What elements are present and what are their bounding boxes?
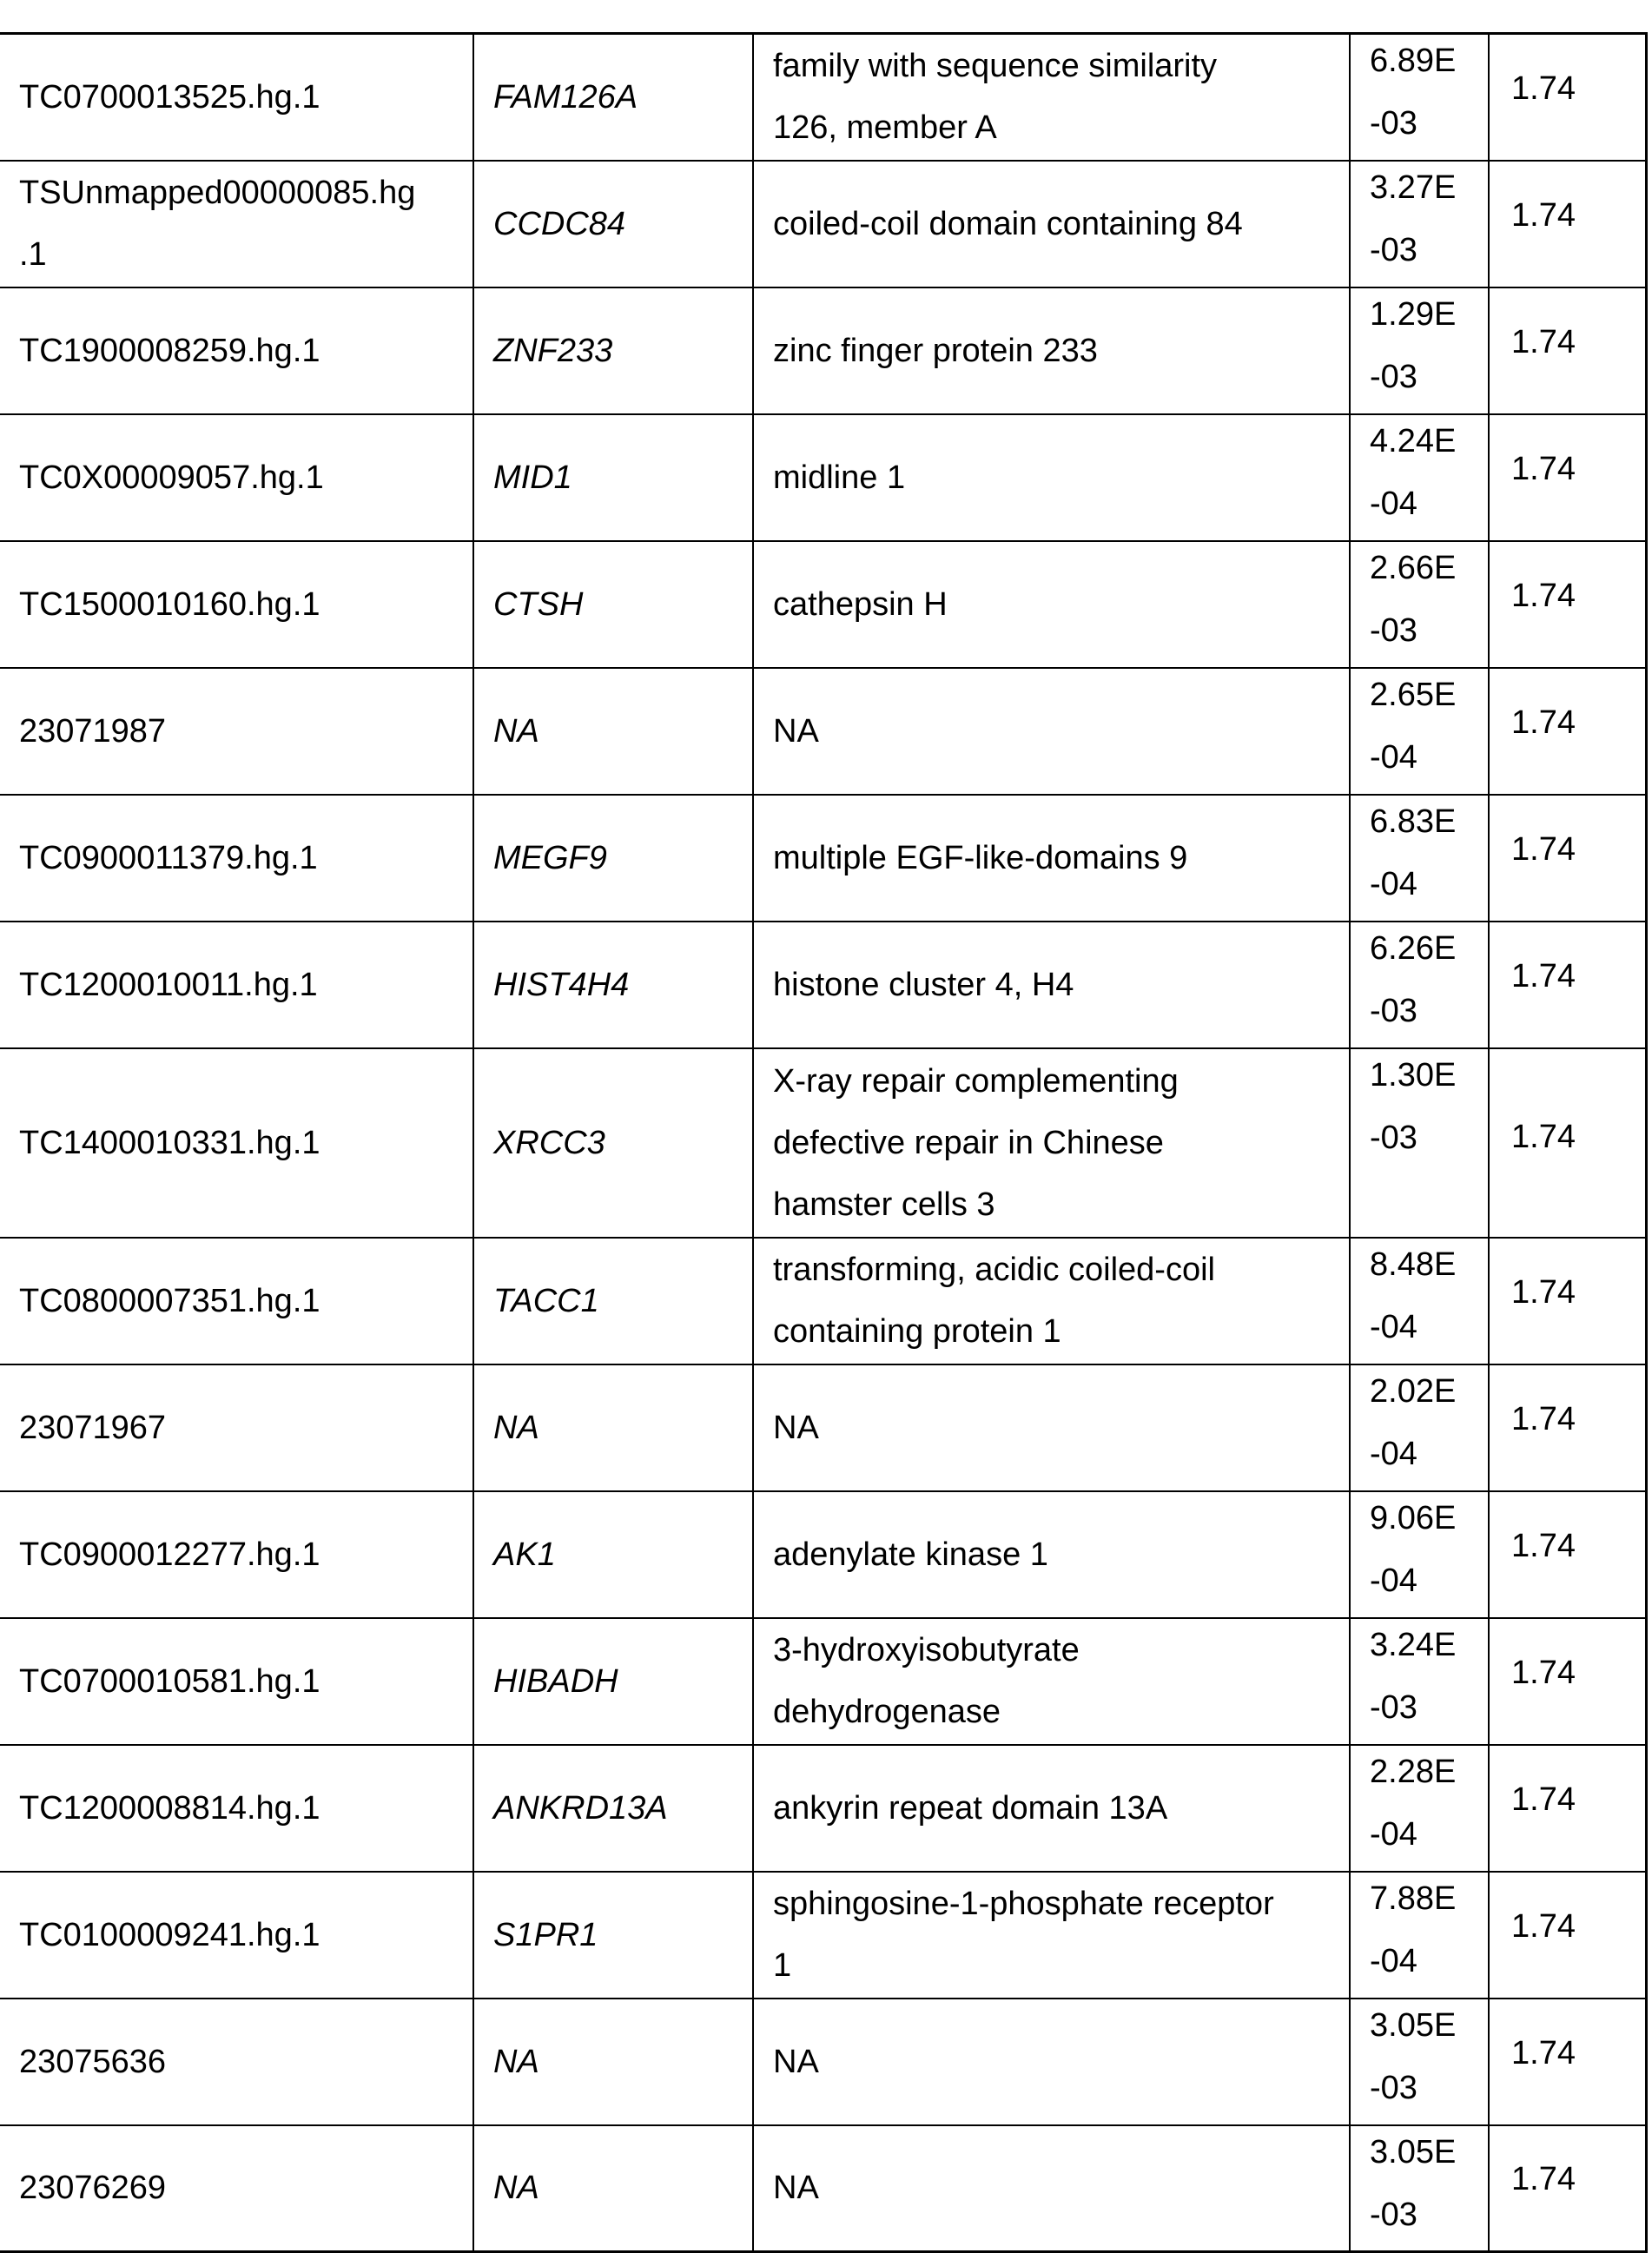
gene-symbol: HIBADH: [493, 1662, 618, 1700]
gene-symbol: S1PR1: [493, 1916, 598, 1953]
fold-change-value: 1.74: [1511, 1273, 1576, 1311]
p-value-cell-line: -03: [1370, 2197, 1417, 2233]
probe-id-cell-line: 23071987: [19, 712, 167, 750]
fold-change-value: 1.74: [1511, 1654, 1576, 1691]
description-cell: [754, 1049, 1351, 1237]
description-cell-line: multiple EGF-like-domains 9: [773, 839, 1188, 876]
p-value-cell-line: 3.05E: [1370, 2007, 1457, 2044]
gene-symbol: MID1: [493, 459, 572, 496]
p-value-cell-line: -04: [1370, 1436, 1417, 1472]
table-row: [0, 1239, 1645, 1365]
gene-symbol-cell: [474, 35, 754, 160]
fold-change-cell: [1490, 1999, 1645, 2124]
probe-id-cell-line: TSUnmapped00000085.hg: [19, 175, 416, 211]
p-value-cell-line: 8.48E: [1370, 1246, 1457, 1283]
gene-symbol: TACC1: [493, 1282, 599, 1319]
fold-change-value: 1.74: [1511, 2161, 1576, 2197]
probe-id-cell: [0, 1999, 474, 2124]
p-value-cell-line: -04: [1370, 739, 1417, 776]
description-cell-line: 126, member A: [773, 109, 997, 146]
fold-change-cell: [1490, 35, 1645, 160]
p-value-cell-line: 6.83E: [1370, 803, 1457, 840]
probe-id-cell-line: TC0X00009057.hg.1: [19, 459, 324, 496]
fold-change-cell: [1490, 1239, 1645, 1364]
p-value-cell-line: 1.29E: [1370, 296, 1457, 333]
description-cell-line: sphingosine-1-phosphate receptor: [773, 1886, 1274, 1922]
fold-change-cell: [1490, 162, 1645, 287]
probe-id-cell: [0, 1239, 474, 1364]
p-value-cell-line: -04: [1370, 1816, 1417, 1853]
fold-change-cell: [1490, 1873, 1645, 1998]
gene-symbol: CTSH: [493, 585, 584, 623]
gene-symbol: XRCC3: [493, 1124, 605, 1161]
p-value-cell: [1351, 162, 1490, 287]
table-row: [0, 1492, 1645, 1619]
fold-change-value: 1.74: [1511, 1118, 1576, 1155]
p-value-cell-line: -04: [1370, 1309, 1417, 1345]
table-row: [0, 288, 1645, 415]
p-value-cell-line: 1.30E: [1370, 1057, 1457, 1093]
probe-id-cell: [0, 35, 474, 160]
probe-id-cell: [0, 1746, 474, 1871]
table-row: [0, 922, 1645, 1049]
fold-change-value: 1.74: [1511, 1781, 1576, 1818]
gene-symbol-cell: [474, 542, 754, 667]
p-value-cell-line: 3.24E: [1370, 1627, 1457, 1663]
fold-change-cell: [1490, 1049, 1645, 1237]
gene-symbol-cell: [474, 796, 754, 921]
p-value-cell-line: 4.24E: [1370, 423, 1457, 459]
gene-symbol: NA: [493, 712, 539, 750]
description-cell: [754, 288, 1351, 413]
fold-change-value: 1.74: [1511, 1907, 1576, 1945]
description-cell: [754, 1239, 1351, 1364]
fold-change-cell: [1490, 796, 1645, 921]
description-cell: [754, 1619, 1351, 1744]
fold-change-cell: [1490, 669, 1645, 794]
gene-symbol: NA: [493, 2043, 539, 2080]
p-value-cell: [1351, 415, 1490, 540]
probe-id-cell-line: TC0700013525.hg.1: [19, 78, 320, 116]
probe-id-cell-line: .1: [19, 236, 47, 273]
probe-id-cell-line: TC1500010160.hg.1: [19, 585, 320, 623]
p-value-cell-line: -03: [1370, 359, 1417, 395]
p-value-cell: [1351, 1049, 1490, 1237]
p-value-cell-line: -03: [1370, 232, 1417, 268]
p-value-cell-line: -03: [1370, 612, 1417, 649]
table-row: [0, 1619, 1645, 1746]
probe-id-cell-line: TC0900011379.hg.1: [19, 839, 318, 876]
gene-symbol-cell: [474, 1365, 754, 1490]
table-row: [0, 2126, 1645, 2253]
p-value-cell-line: 2.28E: [1370, 1754, 1457, 1790]
p-value-cell-line: -03: [1370, 105, 1417, 142]
gene-symbol-cell: [474, 669, 754, 794]
description-cell: [754, 1999, 1351, 2124]
gene-symbol: AK1: [493, 1536, 556, 1573]
description-cell-line: 3-hydroxyisobutyrate: [773, 1632, 1080, 1668]
p-value-cell: [1351, 1746, 1490, 1871]
gene-symbol: NA: [493, 1409, 539, 1446]
description-cell-line: dehydrogenase: [773, 1694, 1001, 1730]
table-row: [0, 1746, 1645, 1873]
p-value-cell: [1351, 542, 1490, 667]
probe-id-cell-line: 23075636: [19, 2043, 167, 2080]
probe-id-cell-line: TC1200010011.hg.1: [19, 966, 318, 1003]
description-cell: [754, 415, 1351, 540]
probe-id-cell: [0, 415, 474, 540]
fold-change-value: 1.74: [1511, 830, 1576, 868]
gene-symbol: CCDC84: [493, 205, 626, 242]
p-value-cell: [1351, 669, 1490, 794]
description-cell-line: zinc finger protein 233: [773, 332, 1098, 369]
p-value-cell: [1351, 1999, 1490, 2124]
gene-symbol-cell: [474, 922, 754, 1047]
p-value-cell-line: 3.27E: [1370, 169, 1457, 206]
probe-id-cell: [0, 162, 474, 287]
description-cell-line: coiled-coil domain containing 84: [773, 205, 1243, 242]
description-cell-line: cathepsin H: [773, 585, 948, 623]
fold-change-cell: [1490, 415, 1645, 540]
description-cell: [754, 542, 1351, 667]
p-value-cell: [1351, 288, 1490, 413]
description-cell-line: family with sequence similarity: [773, 48, 1218, 84]
gene-symbol-cell: [474, 1619, 754, 1744]
description-cell: [754, 1492, 1351, 1617]
description-cell: [754, 796, 1351, 921]
probe-id-cell: [0, 542, 474, 667]
gene-symbol-cell: [474, 415, 754, 540]
fold-change-value: 1.74: [1511, 1400, 1576, 1437]
description-cell-line: adenylate kinase 1: [773, 1536, 1048, 1573]
probe-id-cell-line: 23076269: [19, 2170, 167, 2206]
description-cell: [754, 2126, 1351, 2250]
gene-symbol: MEGF9: [493, 839, 607, 876]
gene-symbol-cell: [474, 162, 754, 287]
p-value-cell: [1351, 1239, 1490, 1364]
fold-change-value: 1.74: [1511, 196, 1576, 234]
gene-expression-table: [0, 32, 1648, 2253]
table-row: [0, 35, 1645, 162]
p-value-cell: [1351, 796, 1490, 921]
description-cell: [754, 1365, 1351, 1490]
description-cell: [754, 35, 1351, 160]
description-cell: [754, 922, 1351, 1047]
fold-change-cell: [1490, 1619, 1645, 1744]
table-row: [0, 669, 1645, 796]
description-cell: [754, 1746, 1351, 1871]
gene-symbol-cell: [474, 2126, 754, 2250]
description-cell-line: midline 1: [773, 459, 906, 496]
p-value-cell-line: 6.89E: [1370, 43, 1457, 79]
fold-change-value: 1.74: [1511, 957, 1576, 994]
p-value-cell-line: -04: [1370, 486, 1417, 522]
probe-id-cell-line: TC0800007351.hg.1: [19, 1282, 320, 1319]
fold-change-cell: [1490, 1365, 1645, 1490]
probe-id-cell-line: TC1400010331.hg.1: [19, 1124, 320, 1161]
p-value-cell-line: -04: [1370, 1943, 1417, 1979]
probe-id-cell-line: TC0700010581.hg.1: [19, 1662, 320, 1700]
gene-symbol-cell: [474, 288, 754, 413]
probe-id-cell-line: TC0100009241.hg.1: [19, 1916, 320, 1953]
probe-id-cell: [0, 1049, 474, 1237]
gene-symbol-cell: [474, 1492, 754, 1617]
p-value-cell-line: -04: [1370, 1563, 1417, 1599]
description-cell-line: NA: [773, 2043, 819, 2080]
probe-id-cell-line: TC1200008814.hg.1: [19, 1789, 320, 1827]
table-row: [0, 1049, 1645, 1239]
gene-symbol: ANKRD13A: [493, 1789, 668, 1827]
table-row: [0, 1873, 1645, 1999]
p-value-cell-line: 2.02E: [1370, 1373, 1457, 1410]
fold-change-cell: [1490, 1746, 1645, 1871]
probe-id-cell: [0, 1873, 474, 1998]
table-row: [0, 796, 1645, 922]
p-value-cell-line: 2.65E: [1370, 677, 1457, 713]
table-row: [0, 542, 1645, 669]
table-row: [0, 1365, 1645, 1492]
description-cell-line: NA: [773, 1409, 819, 1446]
description-cell-line: transforming, acidic coiled-coil: [773, 1252, 1215, 1288]
fold-change-value: 1.74: [1511, 1527, 1576, 1564]
gene-symbol-cell: [474, 1873, 754, 1998]
description-cell-line: X-ray repair complementing: [773, 1062, 1179, 1100]
p-value-cell: [1351, 1365, 1490, 1490]
description-cell-line: ankyrin repeat domain 13A: [773, 1789, 1168, 1827]
probe-id-cell: [0, 922, 474, 1047]
fold-change-value: 1.74: [1511, 577, 1576, 614]
probe-id-cell-line: 23071967: [19, 1409, 167, 1446]
fold-change-value: 1.74: [1511, 704, 1576, 741]
p-value-cell: [1351, 1873, 1490, 1998]
p-value-cell-line: 9.06E: [1370, 1500, 1457, 1536]
fold-change-value: 1.74: [1511, 450, 1576, 487]
gene-symbol: FAM126A: [493, 78, 638, 116]
p-value-cell: [1351, 922, 1490, 1047]
probe-id-cell: [0, 669, 474, 794]
description-cell-line: containing protein 1: [773, 1313, 1061, 1350]
p-value-cell-line: -03: [1370, 1689, 1417, 1726]
description-cell-line: hamster cells 3: [773, 1186, 995, 1223]
table-row: [0, 1999, 1645, 2126]
fold-change-cell: [1490, 2126, 1645, 2250]
probe-id-cell-line: TC1900008259.hg.1: [19, 332, 320, 369]
p-value-cell-line: -03: [1370, 1120, 1417, 1156]
probe-id-cell: [0, 2126, 474, 2250]
p-value-cell-line: 2.66E: [1370, 550, 1457, 586]
p-value-cell-line: 6.26E: [1370, 930, 1457, 967]
probe-id-cell: [0, 1619, 474, 1744]
p-value-cell: [1351, 35, 1490, 160]
fold-change-cell: [1490, 288, 1645, 413]
probe-id-cell: [0, 1492, 474, 1617]
description-cell: [754, 162, 1351, 287]
p-value-cell-line: -03: [1370, 2070, 1417, 2106]
gene-symbol-cell: [474, 1999, 754, 2124]
description-cell: [754, 669, 1351, 794]
probe-id-cell: [0, 796, 474, 921]
description-cell: [754, 1873, 1351, 1998]
gene-symbol: NA: [493, 2170, 539, 2206]
description-cell-line: NA: [773, 2170, 819, 2206]
gene-symbol-cell: [474, 1746, 754, 1871]
probe-id-cell-line: TC0900012277.hg.1: [19, 1536, 320, 1573]
fold-change-value: 1.74: [1511, 69, 1576, 107]
p-value-cell-line: -03: [1370, 993, 1417, 1029]
description-cell-line: histone cluster 4, H4: [773, 966, 1074, 1003]
fold-change-value: 1.74: [1511, 323, 1576, 360]
p-value-cell-line: -04: [1370, 866, 1417, 902]
gene-symbol-cell: [474, 1239, 754, 1364]
fold-change-value: 1.74: [1511, 2034, 1576, 2071]
p-value-cell-line: 7.88E: [1370, 1880, 1457, 1917]
probe-id-cell: [0, 288, 474, 413]
fold-change-cell: [1490, 542, 1645, 667]
gene-symbol: HIST4H4: [493, 966, 630, 1003]
fold-change-cell: [1490, 922, 1645, 1047]
description-cell-line: 1: [773, 1947, 792, 1984]
p-value-cell: [1351, 1619, 1490, 1744]
table-row: [0, 162, 1645, 288]
description-cell-line: defective repair in Chinese: [773, 1124, 1164, 1161]
gene-symbol-cell: [474, 1049, 754, 1237]
gene-symbol: ZNF233: [493, 332, 613, 369]
p-value-cell-line: 3.05E: [1370, 2134, 1457, 2170]
table-row: [0, 415, 1645, 542]
p-value-cell: [1351, 1492, 1490, 1617]
p-value-cell: [1351, 2126, 1490, 2250]
fold-change-cell: [1490, 1492, 1645, 1617]
description-cell-line: NA: [773, 712, 819, 750]
probe-id-cell: [0, 1365, 474, 1490]
